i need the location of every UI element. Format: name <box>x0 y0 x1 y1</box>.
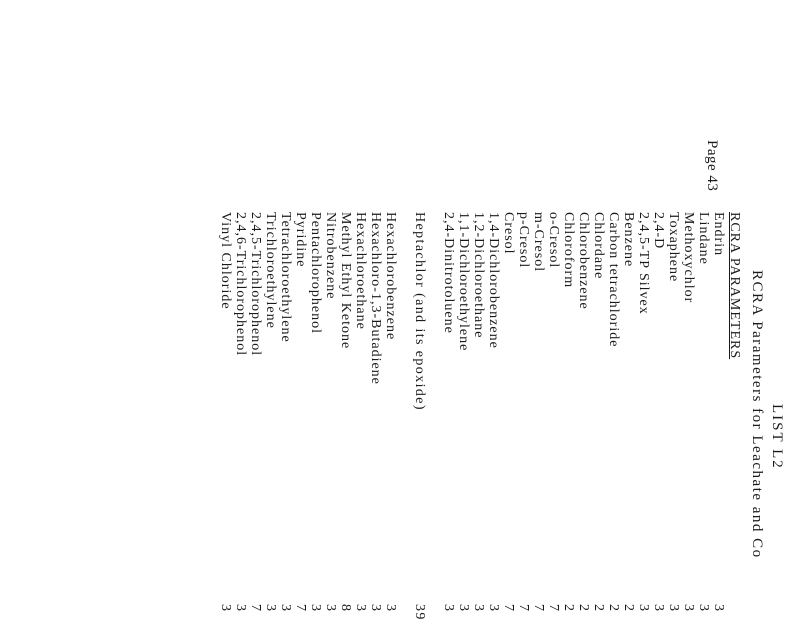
parameter-name: 2,4-D <box>651 212 666 250</box>
parameter-row <box>353 212 368 632</box>
parameter-name: 2,4,5-Trichlorophenol <box>248 212 263 357</box>
parameter-value: 3 <box>323 604 338 612</box>
parameter-name: Pentachlorophenol <box>308 212 323 334</box>
parameter-value: 2 <box>561 604 576 612</box>
parameter-name: Carbon tetrachloride <box>606 212 621 348</box>
parameter-name: Toxaphene <box>666 212 681 283</box>
parameter-value: 3 <box>636 604 651 612</box>
parameter-value: 8 <box>338 604 353 612</box>
parameter-name: Chloroform <box>561 212 576 289</box>
parameter-row <box>516 212 531 632</box>
parameter-row <box>383 212 398 632</box>
parameter-row <box>233 212 248 632</box>
parameter-name: Cresol <box>501 212 516 255</box>
parameter-row <box>248 212 263 632</box>
parameter-name: Methyl Ethyl Ketone <box>338 212 353 350</box>
parameter-value: 7 <box>248 604 263 612</box>
parameter-name: Lindane <box>696 212 711 265</box>
parameter-value: 3 <box>278 604 293 612</box>
list-title: LIST L2 <box>769 404 785 470</box>
parameter-name: 2,4-Dinitrotoluene <box>441 212 456 334</box>
parameter-row <box>501 212 516 632</box>
parameter-value: 3 <box>471 604 486 612</box>
parameter-rows <box>218 212 726 632</box>
parameter-row <box>546 212 561 632</box>
parameter-value: 3 <box>666 604 681 612</box>
parameter-value: 3 <box>383 604 398 612</box>
parameter-name: Hexachlorobenzene <box>383 212 398 341</box>
parameter-name: p-Cresol <box>516 212 531 269</box>
parameter-row <box>486 212 501 632</box>
section-heading: RCRA PARAMETERS <box>727 212 742 360</box>
parameter-name: Methoxychlor <box>681 212 696 304</box>
parameter-name: Chlorobenzene <box>576 212 591 310</box>
parameter-value: 7 <box>546 604 561 612</box>
parameter-value: 3 <box>263 604 278 612</box>
parameter-row <box>531 212 546 632</box>
parameter-value: 3 <box>368 604 383 612</box>
parameter-name: Endrin <box>711 212 726 257</box>
parameter-value: 3 <box>218 604 233 612</box>
parameter-name: Tetrachloroethylene <box>278 212 293 343</box>
parameter-row <box>308 212 323 632</box>
parameter-name: 1,4-Dichlorobenzene <box>486 212 501 349</box>
parameter-row <box>696 212 711 632</box>
parameter-name: o-Cresol <box>546 212 561 269</box>
parameter-value: 3 <box>456 604 471 612</box>
parameter-name: 1,2-Dichloroethane <box>471 212 486 339</box>
parameter-value: 7 <box>501 604 516 612</box>
list-subtitle: RCRA Parameters for Leachate and Co <box>749 270 765 559</box>
parameter-name: Nitrobenzene <box>323 212 338 300</box>
parameter-row <box>711 212 726 632</box>
parameter-name: Vinyl Chloride <box>218 212 233 310</box>
parameter-value: 2 <box>621 604 636 612</box>
parameter-row <box>666 212 681 632</box>
parameter-name: m-Cresol <box>531 212 546 273</box>
page-number: Page 43 <box>704 140 720 192</box>
parameter-value: 2 <box>576 604 591 612</box>
parameter-name: Heptachlor (and its epoxide) <box>412 212 427 411</box>
parameter-value: 7 <box>293 604 308 612</box>
parameter-name: Hexachloro-1,3-Butadiene <box>368 212 383 385</box>
parameter-name: Trichloroethylene <box>263 212 278 329</box>
parameter-list <box>218 212 742 632</box>
parameter-row <box>651 212 666 632</box>
parameter-row <box>412 212 427 632</box>
parameter-value: 7 <box>516 604 531 612</box>
parameter-value: 3 <box>651 604 666 612</box>
parameter-row <box>218 212 233 632</box>
parameter-row <box>681 212 696 632</box>
parameter-value: 2 <box>606 604 621 612</box>
parameter-row <box>323 212 338 632</box>
parameter-row <box>561 212 576 632</box>
parameter-row <box>636 212 651 632</box>
parameter-value: 3 <box>233 604 248 612</box>
parameter-name: 2,4,6-Trichlorophenol <box>233 212 248 357</box>
parameter-name: Hexachloroethane <box>353 212 368 330</box>
parameter-value: 3 <box>681 604 696 612</box>
parameter-row <box>606 212 621 632</box>
parameter-name: 1,1-Dichloroethylene <box>456 212 471 352</box>
parameter-row <box>591 212 606 632</box>
parameter-value: 3 <box>353 604 368 612</box>
parameter-value: 3 <box>486 604 501 612</box>
parameter-row <box>456 212 471 632</box>
parameter-value: 3 <box>696 604 711 612</box>
parameter-value: 39 <box>412 604 427 621</box>
parameter-row <box>278 212 293 632</box>
parameter-value: 3 <box>711 604 726 612</box>
parameter-value: 3 <box>441 604 456 612</box>
parameter-name: Chlordane <box>591 212 606 280</box>
parameter-name: Pyridine <box>293 212 308 268</box>
parameter-row <box>368 212 383 632</box>
parameter-row <box>621 212 636 632</box>
parameter-value: 7 <box>531 604 546 612</box>
parameter-row <box>338 212 353 632</box>
parameter-value: 2 <box>591 604 606 612</box>
parameter-row <box>471 212 486 632</box>
parameter-row <box>576 212 591 632</box>
parameter-row <box>293 212 308 632</box>
parameter-name: 2,4,5-TP Silvex <box>636 212 651 315</box>
parameter-row <box>441 212 456 632</box>
parameter-name: Benzene <box>621 212 636 268</box>
parameter-row <box>263 212 278 632</box>
parameter-value: 3 <box>308 604 323 612</box>
